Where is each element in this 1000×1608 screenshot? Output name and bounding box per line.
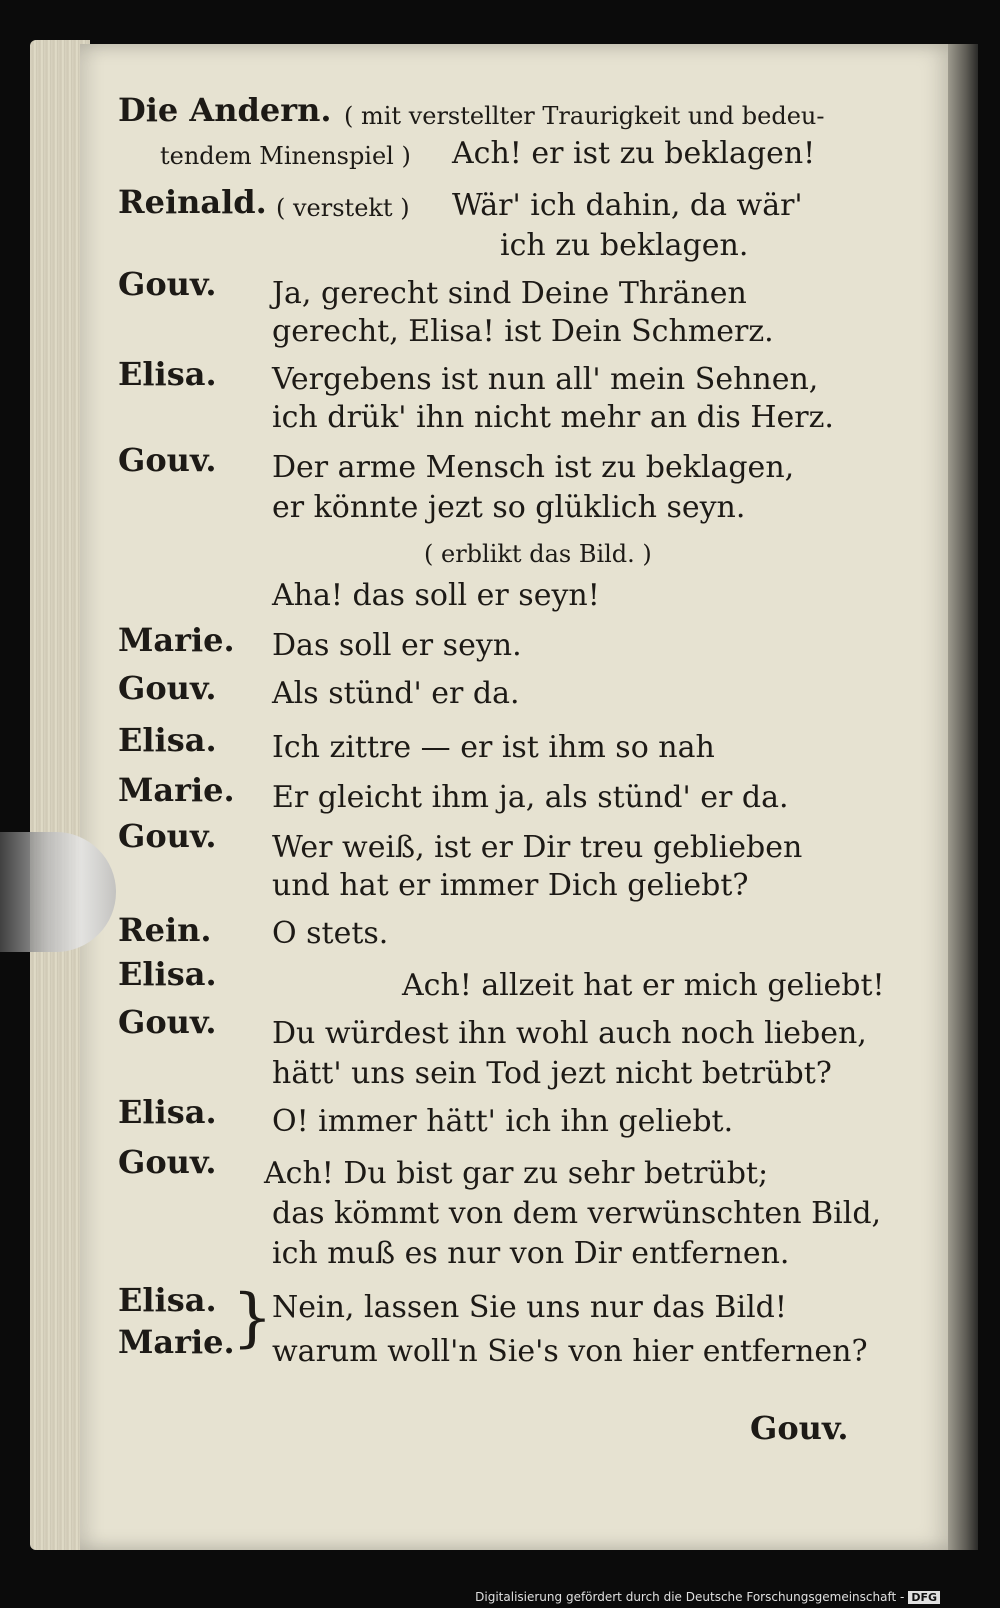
speaker-label: Elisa. (118, 355, 217, 393)
dialogue-line: Das soll er seyn. (272, 628, 522, 663)
speaker-label: Elisa. (118, 955, 217, 993)
stage-direction: ( verstekt ) (276, 194, 410, 222)
dialogue-line: Ach! Du bist gar zu sehr betrübt; (264, 1156, 769, 1191)
dialogue-line: und hat er immer Dich geliebt? (272, 868, 749, 903)
dialogue-line: das kömmt von dem verwünschten Bild, (272, 1196, 882, 1231)
speaker-label: Marie. (118, 621, 235, 659)
dialogue-line: Ach! allzeit hat er mich geliebt! (402, 968, 885, 1003)
credit-text: Digitalisierung gefördert durch die Deutsche Forschungsgemeinschaft - (475, 1590, 905, 1604)
speaker-label: Gouv. (118, 441, 217, 479)
dialogue-line: er könnte jezt so glüklich seyn. (272, 490, 746, 525)
dialogue-line: Vergebens ist nun all' mein Sehnen, (272, 362, 819, 397)
speaker-label: Gouv. (118, 265, 217, 303)
stage-direction: tendem Minenspiel ) (160, 142, 411, 170)
speaker-label: Rein. (118, 911, 212, 949)
dialogue-line: O! immer hätt' ich ihn geliebt. (272, 1104, 734, 1139)
dialogue-line: ich drük' ihn nicht mehr an dis Herz. (272, 400, 834, 435)
speaker-label: Gouv. (118, 1003, 217, 1041)
dfg-logo: DFG (908, 1591, 940, 1604)
stage-direction: ( erblikt das Bild. ) (424, 540, 652, 568)
dialogue-line: Der arme Mensch ist zu beklagen, (272, 450, 795, 485)
dialogue-line: Aha! das soll er seyn! (272, 578, 600, 613)
speaker-label: Marie. (118, 771, 235, 809)
speaker-label: Marie. (118, 1323, 235, 1361)
speaker-label: Elisa. (118, 721, 217, 759)
dialogue-line: Du würdest ihn wohl auch noch lieben, (272, 1016, 867, 1051)
dialogue-line: gerecht, Elisa! ist Dein Schmerz. (272, 314, 774, 349)
speaker-label: Gouv. (118, 817, 217, 855)
dialogue-line: hätt' uns sein Tod jezt nicht betrübt? (272, 1056, 832, 1091)
speaker-brace: } (232, 1281, 273, 1355)
catchword: Gouv. (750, 1409, 849, 1447)
speaker-label: Elisa. (118, 1093, 217, 1131)
speaker-label: Die Andern. (118, 91, 332, 129)
book-spine (948, 44, 978, 1550)
dialogue-line: ich zu beklagen. (500, 228, 749, 263)
dialogue-line: Als stünd' er da. (272, 676, 520, 711)
dialogue-line: Wer weiß, ist er Dir treu geblieben (272, 830, 803, 865)
dialogue-line: Ja, gerecht sind Deine Thränen (272, 276, 747, 311)
page-clip (0, 832, 116, 952)
digitization-credit (475, 1590, 940, 1604)
speaker-label: Gouv. (118, 1143, 217, 1181)
dialogue-line: Er gleicht ihm ja, als stünd' er da. (272, 780, 789, 815)
dialogue-line: Ich zittre — er ist ihm so nah (272, 730, 715, 765)
speaker-label: Elisa. (118, 1281, 217, 1319)
dialogue-line: O stets. (272, 916, 389, 951)
stage-direction: ( mit verstellter Traurigkeit und bedeu- (344, 102, 825, 130)
dialogue-line: ich muß es nur von Dir entfernen. (272, 1236, 790, 1271)
speaker-label: Gouv. (118, 669, 217, 707)
dialogue-line: Ach! er ist zu beklagen! (452, 136, 816, 171)
dialogue-line: warum woll'n Sie's von hier entfernen? (272, 1334, 868, 1369)
speaker-label: Reinald. (118, 183, 267, 221)
dialogue-line: Nein, lassen Sie uns nur das Bild! (272, 1290, 787, 1325)
dialogue-line: Wär' ich dahin, da wär' (452, 188, 803, 223)
